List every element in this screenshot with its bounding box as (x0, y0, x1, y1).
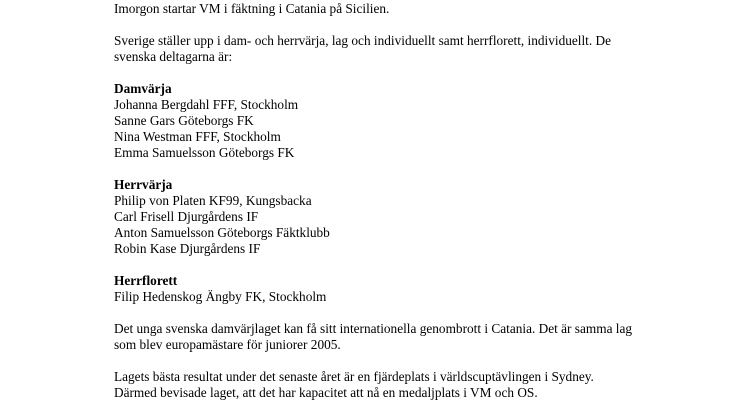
breakthrough-paragraph: Det unga svenska damvärjlaget kan få sitt internationella genombrott i Catania. Det är samma lag som blev europamästare för juniorer 2005. (114, 321, 633, 352)
results-paragraph: Lagets bästa resultat under det senaste året är en fjärdeplats i världscuptävlingen i Sydney. Därmed bevisade laget, att det har kapacitet att nå en medaljplats i VM och OS. (114, 369, 594, 400)
section-herrflorett (114, 273, 634, 305)
section-herrvarja (114, 177, 634, 257)
participant-item: Carl Frisell Djurgårdens IF (114, 209, 259, 224)
participant-item: Filip Hedenskog Ängby FK, Stockholm (114, 289, 327, 304)
events-paragraph: Sverige ställer upp i dam- och herrvärja, lag och individuellt samt herrflorett, individuellt. De svenska deltagarna är: (114, 33, 612, 64)
participant-item: Nina Westman FFF, Stockholm (114, 129, 281, 144)
section-heading: Herrflorett (114, 273, 178, 288)
intro-paragraph: Imorgon startar VM i fäktning i Catania på Sicilien. (114, 1, 390, 16)
participant-item: Emma Samuelsson Göteborgs FK (114, 145, 295, 160)
participant-item: Sanne Gars Göteborgs FK (114, 113, 254, 128)
participant-item: Philip von Platen KF99, Kungsbacka (114, 193, 312, 208)
participant-item: Anton Samuelsson Göteborgs Fäktklubb (114, 225, 330, 240)
participant-item: Johanna Bergdahl FFF, Stockholm (114, 97, 299, 112)
section-damvarja (114, 81, 634, 161)
document-body (114, 0, 634, 401)
section-heading: Herrvärja (114, 177, 173, 192)
participant-item: Robin Kase Djurgårdens IF (114, 241, 261, 256)
section-heading: Damvärja (114, 81, 172, 96)
